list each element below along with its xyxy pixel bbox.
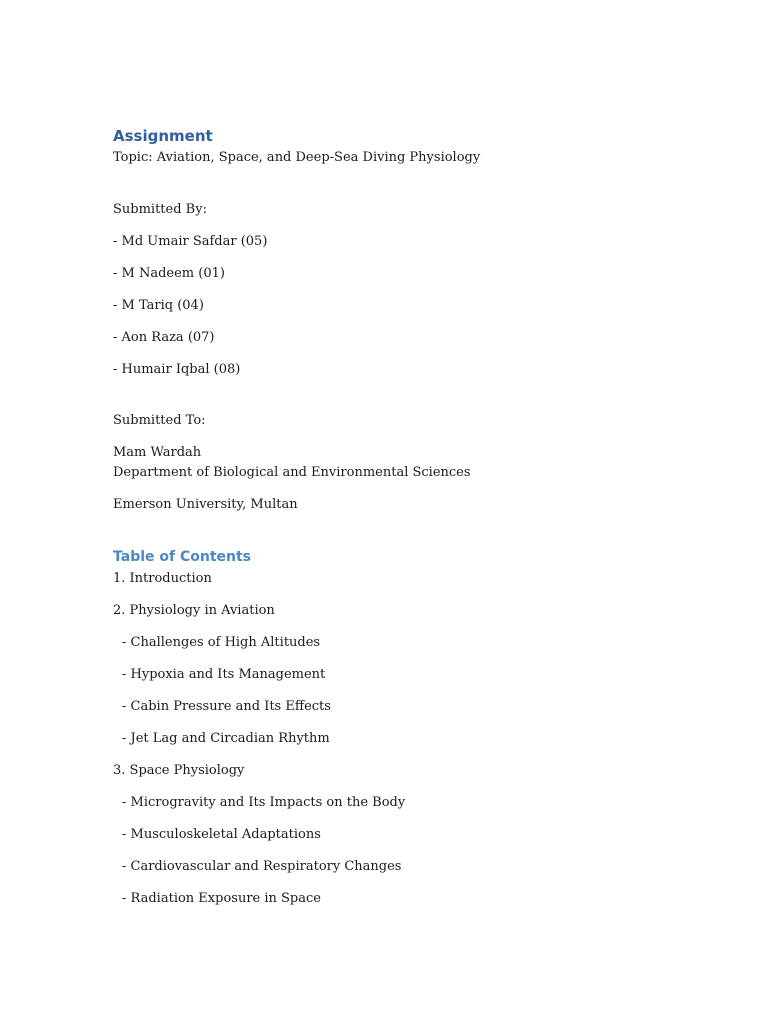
member-item: - Humair Iqbal (08) — [113, 362, 241, 377]
member-item: - Aon Raza (07) — [113, 330, 215, 345]
toc-subitem: - Cardiovascular and Respiratory Changes — [122, 859, 402, 874]
toc-subitem: - Radiation Exposure in Space — [122, 891, 321, 906]
topic-line: Topic: Aviation, Space, and Deep-Sea Diving Physiology — [113, 150, 481, 165]
toc-subitem: - Jet Lag and Circadian Rhythm — [122, 731, 330, 746]
document-title: Assignment — [113, 127, 213, 145]
toc-item: 3. Space Physiology — [113, 763, 245, 778]
member-item: - M Nadeem (01) — [113, 266, 225, 281]
toc-subitem: - Musculoskeletal Adaptations — [122, 827, 321, 842]
toc-subitem: - Microgravity and Its Impacts on the Body — [122, 795, 406, 810]
member-item: - Md Umair Safdar (05) — [113, 234, 268, 249]
member-item: - M Tariq (04) — [113, 298, 204, 313]
toc-item: 1. Introduction — [113, 571, 212, 586]
submitted-to-label: Submitted To: — [113, 413, 206, 428]
department-name: Department of Biological and Environmental Sciences — [113, 465, 471, 480]
toc-subitem: - Cabin Pressure and Its Effects — [122, 699, 331, 714]
university-name: Emerson University, Multan — [113, 497, 298, 512]
toc-heading: Table of Contents — [113, 549, 252, 565]
toc-subitem: - Hypoxia and Its Management — [122, 667, 326, 682]
supervisor-name: Mam Wardah — [113, 445, 202, 460]
submitted-by-label: Submitted By: — [113, 202, 207, 217]
toc-subitem: - Challenges of High Altitudes — [122, 635, 321, 650]
toc-item: 2. Physiology in Aviation — [113, 603, 275, 618]
